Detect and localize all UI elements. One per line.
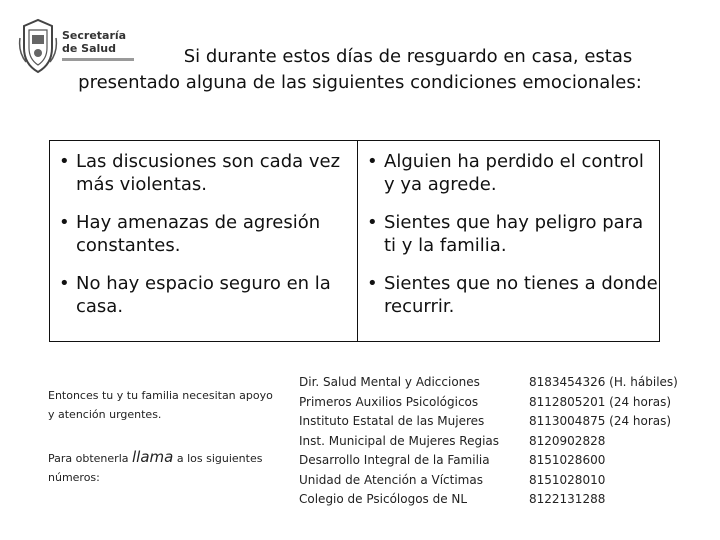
directory-name: Unidad de Atención a Víctimas <box>299 472 483 487</box>
directory-phone: 8113004875 (24 horas) <box>529 414 672 428</box>
directory-name: Inst. Municipal de Mujeres Regias <box>299 433 500 448</box>
call-instruction <box>48 448 278 487</box>
list-item <box>364 150 659 196</box>
directory-name: Instituto Estatal de las Mujeres <box>299 414 485 428</box>
conditions-box-left <box>49 140 358 342</box>
org-name-line2: de Salud <box>62 42 116 55</box>
bullet-icon: • <box>59 212 70 233</box>
list-item <box>56 150 357 196</box>
directory-name: Desarrollo Integral de la Familia <box>299 453 490 467</box>
directory-phone: 8122131288 <box>529 492 606 506</box>
call-instruction-suffix: a los siguientes números: <box>48 452 263 484</box>
title-line-1: Si durante estos días de resguardo en casa, estas <box>183 46 633 67</box>
bullet-icon: • <box>367 212 378 233</box>
directory-phone: 8112805201 (24 horas) <box>529 394 672 409</box>
bullet-icon: • <box>59 273 70 294</box>
list-item-text: No hay espacio seguro en la casa. <box>76 273 331 317</box>
list-item <box>364 272 659 318</box>
directory-phone: 8120902828 <box>529 433 606 448</box>
conditions-list-right <box>364 150 659 333</box>
directory-name: Primeros Auxilios Psicológicos <box>299 394 479 409</box>
directory-phone: 8183454326 (H. hábiles) <box>529 375 678 389</box>
directory-name: Colegio de Psicólogos de NL <box>299 492 468 506</box>
bullet-icon: • <box>59 151 70 172</box>
page-title <box>40 44 680 96</box>
list-item <box>56 272 357 318</box>
bullet-icon: • <box>367 151 378 172</box>
list-item-text: Hay amenazas de agresión constantes. <box>76 212 321 256</box>
bullet-icon: • <box>367 273 378 294</box>
urgent-help-note: Entonces tu y tu familia necesitan apoyo y atención urgentes. <box>48 389 273 421</box>
directory-phone: 8151028600 <box>529 453 606 467</box>
list-item-text: Sientes que hay peligro para ti y la familia. <box>384 212 644 256</box>
list-item-text: Alguien ha perdido el control y ya agrede. <box>384 151 644 195</box>
org-name-line1: Secretaría <box>62 29 127 42</box>
directory-name: Dir. Salud Mental y Adicciones <box>299 375 480 389</box>
conditions-list-left <box>56 150 357 333</box>
call-instruction-emphasis: llama <box>132 448 174 466</box>
list-item <box>364 211 659 257</box>
conditions-box-right <box>357 140 660 342</box>
list-item <box>56 211 357 257</box>
title-line-2: presentado alguna de las siguientes condiciones emocionales: <box>78 72 642 93</box>
list-item-text: Las discusiones son cada vez más violentas. <box>76 151 341 195</box>
call-instruction-prefix: Para obtenerla <box>48 452 132 465</box>
directory-phone: 8151028010 <box>529 472 606 487</box>
list-item-text: Sientes que no tienes a donde recurrir. <box>384 273 658 317</box>
